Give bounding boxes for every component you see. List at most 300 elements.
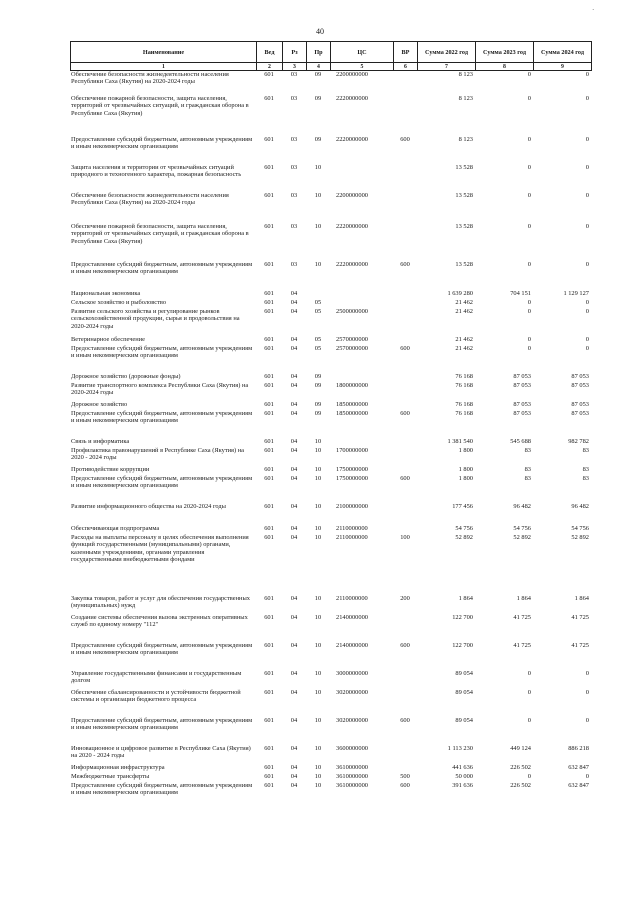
row-rz: 04 (290, 290, 298, 297)
row-sum-2023: 0 (527, 299, 531, 306)
row-name: Предоставление субсидий бюджетным, автономным учреждениям и иным некоммерческим организациям (71, 475, 253, 490)
row-vr (393, 745, 417, 764)
row-name: Предоставление субсидий бюджетным, автономным учреждениям и иным некоммерческим организациям (71, 717, 253, 732)
row-ved: 601 (264, 475, 274, 482)
table-row (70, 71, 591, 95)
row-cs (330, 290, 393, 299)
row-cs: 3610000000 (336, 773, 368, 780)
row-name: Дорожное хозяйство (71, 401, 128, 408)
row-cs: 1850000000 (336, 401, 368, 408)
column-number: 6 (394, 63, 418, 71)
row-vr: 600 (400, 345, 410, 352)
row-sum-2023: 83 (524, 466, 531, 473)
column-number: 7 (418, 63, 476, 71)
row-sum-2022: 122 700 (452, 614, 473, 621)
row-pr: 05 (314, 345, 322, 352)
row-pr: 09 (314, 401, 322, 408)
row-rz: 03 (290, 223, 298, 230)
row-name: Закупка товаров, работ и услуг для обеспечения государственных (муниципальных) нужд (71, 595, 250, 610)
row-sum-2023: 0 (527, 345, 531, 352)
row-vr (393, 336, 417, 345)
row-sum-2022: 8 123 (458, 136, 473, 143)
row-pr: 05 (314, 336, 322, 343)
row-pr: 10 (314, 717, 322, 724)
row-name: Развитие транспортного комплекса Республики Саха (Якутия) на 2020-2024 годы (71, 382, 249, 397)
row-cs: 1700000000 (336, 447, 368, 454)
row-name: Связь и информатика (71, 438, 130, 445)
row-sum-2023: 0 (527, 71, 531, 78)
row-cs: 2500000000 (336, 308, 368, 315)
header-ved: Вед (257, 42, 283, 63)
row-vr (393, 373, 417, 382)
row-ved: 601 (264, 71, 274, 78)
row-sum-2023: 96 482 (513, 503, 531, 510)
row-cs (330, 164, 393, 192)
row-ved: 601 (264, 642, 274, 649)
row-sum-2023: 0 (527, 164, 531, 171)
row-ved: 601 (264, 345, 274, 352)
table-row (70, 595, 591, 614)
row-pr: 10 (314, 782, 322, 789)
row-cs: 2110000000 (336, 525, 368, 532)
corner-mark: · (592, 6, 595, 14)
row-sum-2024: 54 756 (571, 525, 589, 532)
row-sum-2024: 0 (585, 345, 589, 352)
table-row (70, 192, 591, 223)
row-ved: 601 (264, 299, 274, 306)
row-sum-2022: 54 756 (455, 525, 473, 532)
row-sum-2023: 704 151 (510, 290, 531, 297)
row-cs: 2220000000 (336, 95, 368, 102)
header-rz: Рз (283, 42, 307, 63)
row-rz: 04 (290, 525, 298, 532)
row-sum-2023: 0 (527, 773, 531, 780)
row-vr (393, 223, 417, 261)
column-number: 3 (283, 63, 307, 71)
row-sum-2023: 87 053 (513, 410, 531, 417)
table-row (70, 475, 591, 503)
table-row (70, 336, 591, 345)
row-pr: 09 (314, 410, 322, 417)
row-ved: 601 (264, 764, 274, 771)
row-name: Обеспечение пожарной безопасности, защита населения, территорий от чрезвычайных ситуаций, и гражданская оборона в Республике Саха (Якутия) (71, 223, 249, 245)
row-sum-2023: 545 688 (510, 438, 531, 445)
row-pr: 10 (314, 614, 322, 621)
table-row (70, 438, 591, 447)
row-ved: 601 (264, 308, 274, 315)
row-vr (393, 689, 417, 717)
table-row (70, 525, 591, 534)
header-vr: ВР (394, 42, 418, 63)
row-sum-2022: 52 892 (455, 534, 473, 541)
header-sum-2022: Сумма 2022 год (418, 42, 476, 63)
row-name: Профилактика правонарушений в Республике Саха (Якутия) на 2020 - 2024 годы (71, 447, 244, 462)
row-ved: 601 (264, 595, 274, 602)
row-name: Защита населения и территории от чрезвычайных ситуаций природного и техногенного характера, пожарная безопасность (71, 164, 242, 179)
row-rz: 04 (290, 595, 298, 602)
row-vr: 100 (400, 534, 410, 541)
row-vr: 600 (400, 136, 410, 143)
row-sum-2024: 0 (585, 308, 589, 315)
table-row (70, 410, 591, 438)
row-name: Сельское хозяйство и рыболовство (71, 299, 167, 306)
row-sum-2024: 83 (582, 475, 589, 482)
row-sum-2023: 226 502 (510, 782, 531, 789)
row-sum-2023: 83 (524, 447, 531, 454)
row-ved: 601 (264, 261, 274, 268)
row-sum-2022: 21 462 (455, 336, 473, 343)
row-cs: 2570000000 (336, 336, 368, 343)
row-sum-2024: 87 053 (571, 410, 589, 417)
row-sum-2023: 0 (527, 192, 531, 199)
row-ved: 601 (264, 717, 274, 724)
row-pr: 10 (314, 534, 322, 541)
table-body (70, 71, 591, 801)
row-sum-2022: 21 462 (455, 308, 473, 315)
row-rz: 04 (290, 670, 298, 677)
row-sum-2024: 0 (585, 223, 589, 230)
row-name: Обеспечение сбалансированности и устойчивости бюджетной системы и организации бюджетного процесса (71, 689, 241, 704)
row-sum-2024: 1 864 (574, 595, 589, 602)
row-sum-2022: 441 636 (452, 764, 473, 771)
row-sum-2024: 41 725 (571, 642, 589, 649)
row-sum-2023: 0 (527, 95, 531, 102)
column-number: 8 (476, 63, 534, 71)
row-sum-2023: 0 (527, 336, 531, 343)
row-ved: 601 (264, 373, 274, 380)
row-rz: 04 (290, 773, 298, 780)
row-ved: 601 (264, 382, 274, 389)
row-rz: 04 (290, 475, 298, 482)
row-sum-2022: 13 528 (455, 223, 473, 230)
row-name: Предоставление субсидий бюджетным, автономным учреждениям и иным некоммерческим организациям (71, 261, 253, 276)
row-cs: 2140000000 (336, 614, 368, 621)
row-sum-2024: 87 053 (571, 373, 589, 380)
row-rz: 04 (290, 717, 298, 724)
row-pr: 10 (314, 595, 322, 602)
row-pr: 09 (314, 95, 322, 102)
row-vr (393, 290, 417, 299)
row-cs: 3020000000 (336, 689, 368, 696)
row-ved: 601 (264, 745, 274, 752)
row-pr: 10 (314, 525, 322, 532)
row-sum-2022: 13 528 (455, 261, 473, 268)
row-sum-2022: 50 000 (455, 773, 473, 780)
row-cs: 3610000000 (336, 764, 368, 771)
row-pr: 10 (314, 503, 322, 510)
row-pr: 05 (314, 299, 322, 306)
row-sum-2024: 87 053 (571, 401, 589, 408)
table-row (70, 466, 591, 475)
row-ved: 601 (264, 534, 274, 541)
row-cs: 2220000000 (336, 136, 368, 143)
header-sum-2023: Сумма 2023 год (476, 42, 534, 63)
row-sum-2024: 0 (585, 717, 589, 724)
row-vr (393, 401, 417, 410)
row-vr: 600 (400, 642, 410, 649)
table-row (70, 764, 591, 773)
row-sum-2023: 0 (527, 717, 531, 724)
row-sum-2022: 13 528 (455, 164, 473, 171)
row-name: Развитие сельского хозяйства и регулирование рынков сельскохозяйственной продукции, сырья и продовольствия на 2020-2024 годы (71, 308, 240, 330)
row-sum-2022: 1 800 (458, 447, 473, 454)
row-vr (393, 764, 417, 773)
row-pr: 10 (314, 475, 322, 482)
row-name: Ветеринарное обеспечение (71, 336, 145, 343)
column-number: 2 (257, 63, 283, 71)
row-ved: 601 (264, 525, 274, 532)
row-ved: 601 (264, 503, 274, 510)
row-pr: 10 (314, 745, 322, 752)
row-name: Предоставление субсидий бюджетным, автономным учреждениям и иным некоммерческим организациям (71, 345, 253, 360)
row-sum-2022: 122 700 (452, 642, 473, 649)
row-pr: 10 (314, 438, 322, 445)
row-sum-2023: 41 725 (513, 614, 531, 621)
row-sum-2023: 1 864 (516, 595, 531, 602)
row-cs: 2570000000 (336, 345, 368, 352)
row-sum-2024: 982 782 (568, 438, 589, 445)
row-pr: 10 (314, 773, 322, 780)
row-vr: 500 (400, 773, 410, 780)
row-vr (393, 308, 417, 336)
row-rz: 04 (290, 782, 298, 789)
row-sum-2022: 8 123 (458, 71, 473, 78)
row-rz: 04 (290, 614, 298, 621)
row-rz: 04 (290, 503, 298, 510)
row-sum-2024: 96 482 (571, 503, 589, 510)
row-vr (393, 670, 417, 689)
row-sum-2023: 449 124 (510, 745, 531, 752)
row-name: Обеспечение безопасности жизнедеятельности населения Республики Саха (Якутия) на 2020-2024 годы (71, 71, 229, 86)
row-name: Расходы на выплаты персоналу в целях обеспечения выполнения функций государственными (муниципальными) органами, казенными учреждениями, органами управления государственными внебюджетными фондами (71, 534, 249, 564)
row-vr (393, 192, 417, 223)
row-pr: 09 (314, 373, 322, 380)
table-row (70, 773, 591, 782)
table-row (70, 308, 591, 336)
row-sum-2022: 89 054 (455, 689, 473, 696)
table-row (70, 642, 591, 670)
row-name: Предоставление субсидий бюджетным, автономным учреждениям и иным некоммерческим организациям (71, 642, 253, 657)
row-name: Инновационное и цифровое развитие в Республике Саха (Якутия) на 2020 - 2024 годы (71, 745, 251, 760)
row-ved: 601 (264, 95, 274, 102)
row-vr: 600 (400, 410, 410, 417)
row-ved: 601 (264, 689, 274, 696)
table-row (70, 534, 591, 595)
row-sum-2022: 1 800 (458, 466, 473, 473)
row-ved: 601 (264, 290, 274, 297)
row-sum-2024: 83 (582, 447, 589, 454)
row-sum-2023: 0 (527, 223, 531, 230)
row-sum-2024: 87 053 (571, 382, 589, 389)
row-cs: 2110000000 (336, 534, 368, 541)
row-name: Развитие информационного общества на 2020-2024 годы (71, 503, 226, 510)
row-sum-2024: 1 129 127 (563, 290, 589, 297)
row-vr (393, 299, 417, 308)
row-vr (393, 95, 417, 136)
row-vr: 600 (400, 717, 410, 724)
row-vr (393, 164, 417, 192)
row-rz: 03 (290, 71, 298, 78)
row-sum-2024: 41 725 (571, 614, 589, 621)
row-sum-2023: 54 756 (513, 525, 531, 532)
column-number: 1 (71, 63, 257, 71)
table-row (70, 717, 591, 745)
header-pr: Пр (307, 42, 331, 63)
row-cs (330, 373, 393, 382)
row-sum-2022: 76 168 (455, 401, 473, 408)
row-sum-2022: 13 528 (455, 192, 473, 199)
row-ved: 601 (264, 782, 274, 789)
row-vr (393, 447, 417, 466)
row-rz: 03 (290, 136, 298, 143)
row-name: Обеспечение безопасности жизнедеятельности населения Республики Саха (Якутия) на 2020-2024 годы (71, 192, 229, 207)
row-pr: 10 (314, 447, 322, 454)
row-vr (393, 382, 417, 401)
table-row (70, 745, 591, 764)
column-number-row (71, 63, 592, 71)
column-number: 5 (331, 63, 394, 71)
table-row (70, 164, 591, 192)
row-vr (393, 466, 417, 475)
row-cs: 1750000000 (336, 466, 368, 473)
row-ved: 601 (264, 401, 274, 408)
row-sum-2024: 0 (585, 773, 589, 780)
row-sum-2024: 0 (585, 95, 589, 102)
row-ved: 601 (264, 773, 274, 780)
table-row (70, 782, 591, 801)
table-row (70, 670, 591, 689)
row-vr (393, 438, 417, 447)
row-rz: 03 (290, 95, 298, 102)
row-name: Предоставление субсидий бюджетным, автономным учреждениям и иным некоммерческим организациям (71, 782, 253, 797)
row-rz: 04 (290, 642, 298, 649)
row-sum-2024: 0 (585, 164, 589, 171)
row-sum-2022: 177 456 (452, 503, 473, 510)
row-pr: 10 (314, 764, 322, 771)
row-sum-2022: 89 054 (455, 670, 473, 677)
row-sum-2023: 87 053 (513, 382, 531, 389)
row-cs: 2100000000 (336, 503, 368, 510)
row-rz: 04 (290, 466, 298, 473)
row-sum-2024: 0 (585, 192, 589, 199)
row-cs: 3600000000 (336, 745, 368, 752)
row-sum-2022: 1 113 230 (447, 745, 473, 752)
budget-table (70, 41, 591, 801)
table-row (70, 95, 591, 136)
row-ved: 601 (264, 466, 274, 473)
row-rz: 04 (290, 345, 298, 352)
row-rz: 04 (290, 336, 298, 343)
row-name: Управление государственными финансами и государственным долгом (71, 670, 242, 685)
row-sum-2022: 391 636 (452, 782, 473, 789)
table-header (70, 41, 592, 71)
table-row (70, 382, 591, 401)
row-pr: 10 (314, 261, 322, 268)
table-row (70, 261, 591, 290)
row-name: Межбюджетные трансферты (71, 773, 150, 780)
column-number: 9 (534, 63, 592, 71)
row-ved: 601 (264, 670, 274, 677)
row-rz: 04 (290, 299, 298, 306)
row-pr: 09 (314, 136, 322, 143)
row-ved: 601 (264, 410, 274, 417)
row-vr: 200 (400, 595, 410, 602)
row-sum-2022: 76 168 (455, 410, 473, 417)
row-sum-2024: 0 (585, 261, 589, 268)
row-sum-2024: 83 (582, 466, 589, 473)
row-cs: 2220000000 (336, 261, 368, 268)
row-sum-2022: 76 168 (455, 373, 473, 380)
row-sum-2024: 632 847 (568, 764, 589, 771)
row-ved: 601 (264, 223, 274, 230)
row-sum-2024: 0 (585, 670, 589, 677)
page-number: 40 (316, 27, 324, 36)
row-name: Предоставление субсидий бюджетным, автономным учреждениям и иным некоммерческим организациям (71, 410, 253, 425)
row-rz: 03 (290, 192, 298, 199)
row-vr (393, 525, 417, 534)
row-name: Обеспечивающая подпрограмма (71, 525, 160, 532)
row-sum-2023: 87 053 (513, 401, 531, 408)
row-rz: 04 (290, 689, 298, 696)
row-cs: 2140000000 (336, 642, 368, 649)
row-name: Дорожное хозяйство (дорожные фонды) (71, 373, 181, 380)
row-sum-2023: 87 053 (513, 373, 531, 380)
row-name: Информационная инфраструктура (71, 764, 165, 771)
row-sum-2023: 0 (527, 670, 531, 677)
row-sum-2023: 52 892 (513, 534, 531, 541)
table-row (70, 223, 591, 261)
row-name: Предоставление субсидий бюджетным, автономным учреждениям и иным некоммерческим организациям (71, 136, 253, 151)
row-pr: 10 (314, 164, 322, 171)
row-pr: 10 (314, 192, 322, 199)
row-rz: 04 (290, 447, 298, 454)
row-cs: 2200000000 (336, 71, 368, 78)
row-pr: 10 (314, 466, 322, 473)
header-cs: ЦС (331, 42, 394, 63)
row-cs: 1800000000 (336, 382, 368, 389)
row-cs: 1750000000 (336, 475, 368, 482)
row-sum-2022: 1 381 540 (447, 438, 473, 445)
row-ved: 601 (264, 164, 274, 171)
table-row (70, 503, 591, 525)
row-rz: 04 (290, 534, 298, 541)
table-row (70, 290, 591, 299)
row-sum-2023: 83 (524, 475, 531, 482)
row-vr (393, 71, 417, 95)
row-cs (330, 438, 393, 447)
row-sum-2023: 41 725 (513, 642, 531, 649)
row-pr (306, 290, 330, 299)
table-row (70, 689, 591, 717)
row-sum-2022: 21 462 (455, 299, 473, 306)
row-cs: 1850000000 (336, 410, 368, 417)
row-sum-2023: 0 (527, 689, 531, 696)
row-sum-2023: 0 (527, 261, 531, 268)
row-cs (330, 299, 393, 308)
row-sum-2022: 1 800 (458, 475, 473, 482)
row-pr: 10 (314, 670, 322, 677)
row-name: Создание системы обеспечения вызова экстренных оперативных служб по единому номеру "112" (71, 614, 248, 629)
row-name: Национальная экономика (71, 290, 141, 297)
row-sum-2024: 886 218 (568, 745, 589, 752)
row-sum-2024: 632 847 (568, 782, 589, 789)
row-name: Обеспечение пожарной безопасности, защита населения, территорий от чрезвычайных ситуаций, и гражданская оборона в Республике Саха (Якутия) (71, 95, 249, 117)
row-rz: 04 (290, 382, 298, 389)
row-sum-2022: 1 864 (458, 595, 473, 602)
row-cs: 3610000000 (336, 782, 368, 789)
row-sum-2022: 76 168 (455, 382, 473, 389)
row-cs: 2220000000 (336, 223, 368, 230)
